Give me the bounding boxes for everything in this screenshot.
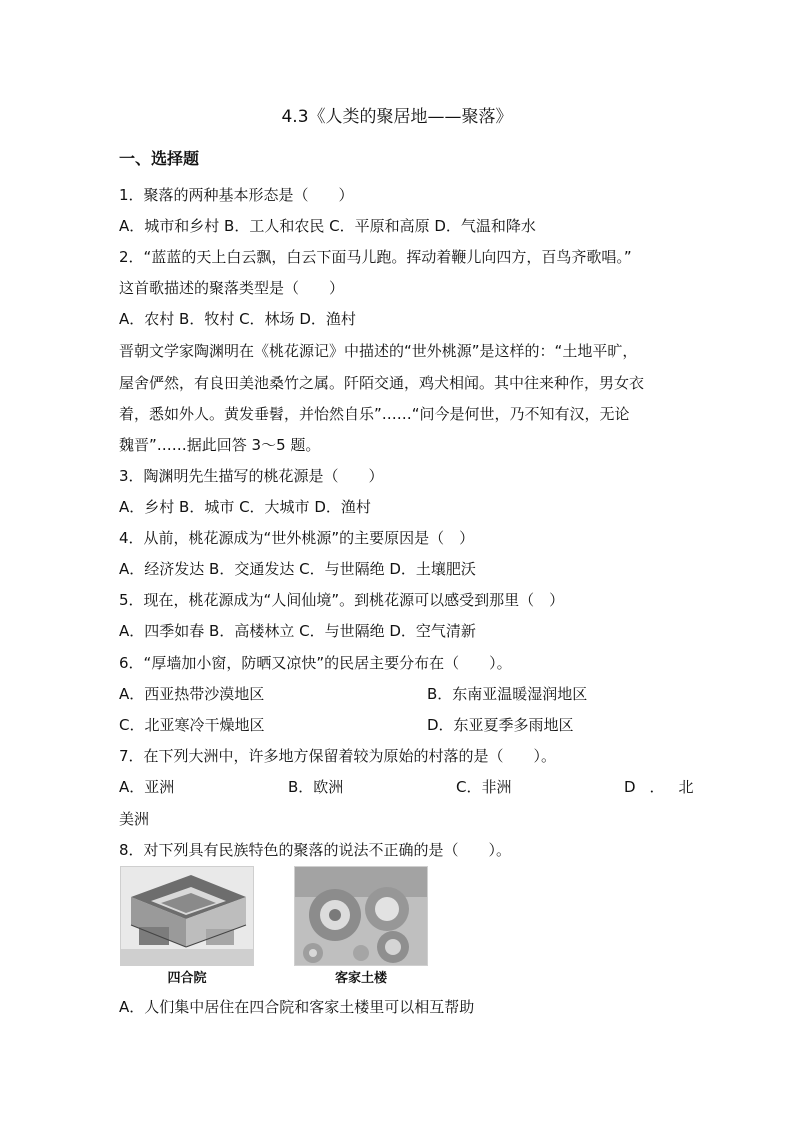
question-1-stem: 1．聚落的两种基本形态是（ ） — [119, 186, 354, 204]
question-6-option-b: B．东南亚温暖湿润地区 — [427, 685, 588, 703]
question-7-stem: 7．在下列大洲中，许多地方保留着较为原始的村落的是（ ）。 — [119, 747, 557, 765]
question-3-options: A．乡村 B．城市 C．大城市 D．渔村 — [119, 498, 371, 516]
passage-line-4: 魏晋”……据此回答 3～5 题。 — [119, 436, 321, 454]
question-2-options: A．农村 B．牧村 C．林场 D．渔村 — [119, 310, 356, 328]
question-5-options: A．四季如春 B．高楼林立 C．与世隔绝 D．空气清新 — [119, 622, 476, 640]
question-2-stem-line1: 2．“蓝蓝的天上白云飘，白云下面马儿跑。挥动着鞭儿向四方，百鸟齐歌唱。” — [119, 248, 632, 266]
hakka-tulou-image — [294, 866, 428, 966]
question-3-stem: 3．陶渊明先生描写的桃花源是（ ） — [119, 467, 384, 485]
question-6-stem: 6．“厚墙加小窗，防晒又凉快”的民居主要分布在（ ）。 — [119, 654, 512, 672]
question-5-stem: 5．现在，桃花源成为“人间仙境”。到桃花源可以感受到那里（ ） — [119, 591, 565, 609]
question-6-option-d: D．东亚夏季多雨地区 — [427, 716, 574, 734]
question-7-option-d-continued: 美洲 — [119, 810, 150, 828]
section-heading: 一、选择题 — [119, 149, 200, 168]
question-6-option-a: A．西亚热带沙漠地区 — [119, 685, 265, 703]
question-4-stem: 4．从前，桃花源成为“世外桃源”的主要原因是（ ） — [119, 529, 475, 547]
question-7-option-a: A．亚洲 — [119, 778, 175, 796]
passage-line-3: 着，悉如外人。黄发垂髫，并怡然自乐”……“问今是何世，乃不知有汉，无论 — [119, 405, 630, 423]
siheyuan-image — [120, 866, 254, 966]
question-7-option-c: C．非洲 — [456, 778, 512, 796]
hakka-tulou-caption: 客家土楼 — [334, 971, 387, 986]
question-7-option-d: D．北 — [624, 778, 708, 796]
passage-line-1: 晋朝文学家陶渊明在《桃花源记》中描述的“世外桃源”是这样的：“土地平旷， — [119, 342, 638, 360]
question-7-option-b: B．欧洲 — [288, 778, 344, 796]
passage-line-2: 屋舍俨然，有良田美池桑竹之属。阡陌交通，鸡犬相闻。其中往来种作，男女衣 — [119, 374, 645, 392]
question-2-stem-line2: 这首歌描述的聚落类型是（ ） — [119, 279, 345, 297]
siheyuan-caption: 四合院 — [167, 971, 207, 986]
question-6-option-c: C．北亚寒冷干燥地区 — [119, 716, 265, 734]
question-4-options: A．经济发达 B．交通发达 C．与世隔绝 D．土壤肥沃 — [119, 560, 476, 578]
question-1-options: A．城市和乡村 B．工人和农民 C．平原和高原 D．气温和降水 — [119, 217, 536, 235]
document-title: 4.3《人类的聚居地——聚落》 — [281, 107, 513, 127]
question-8-stem: 8．对下列具有民族特色的聚落的说法不正确的是（ ）。 — [119, 841, 512, 859]
question-8-option-a: A．人们集中居住在四合院和客家土楼里可以相互帮助 — [119, 998, 475, 1016]
